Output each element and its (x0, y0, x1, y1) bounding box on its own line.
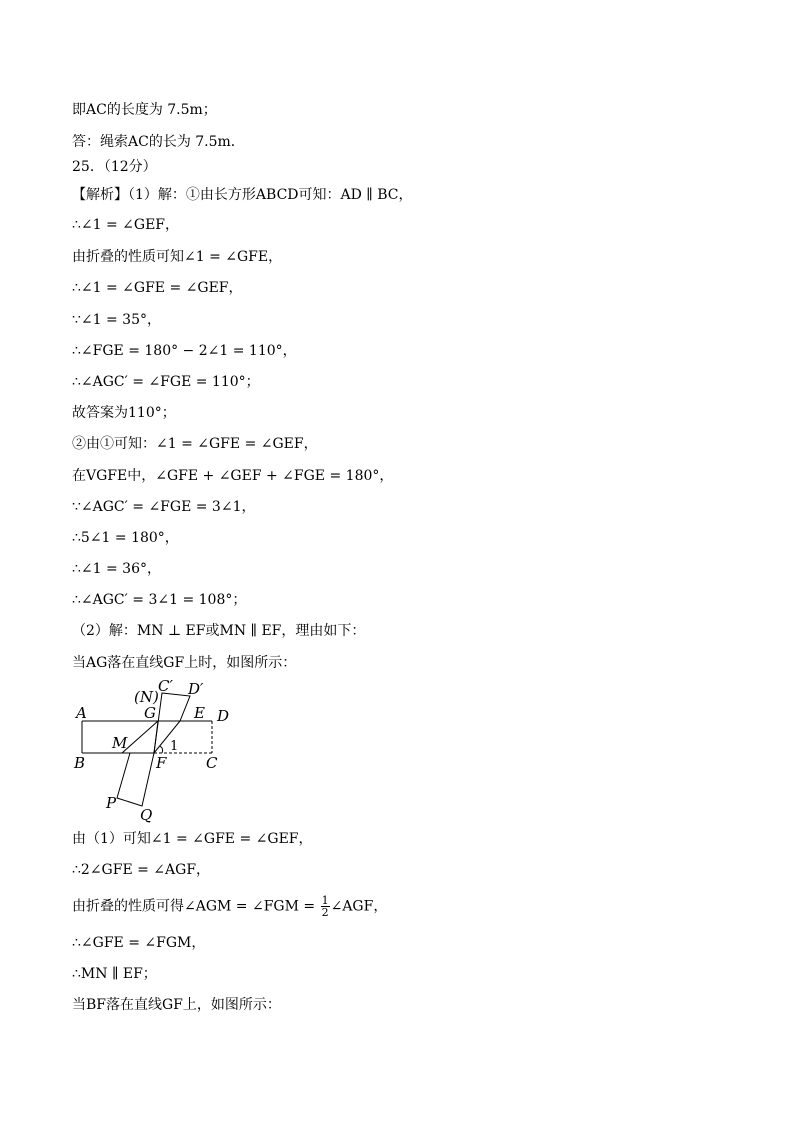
text-line: 25．（12分） (72, 159, 157, 175)
label-m: M (112, 734, 128, 752)
label-c: C (206, 754, 218, 772)
label-a: A (76, 704, 87, 722)
text-line: 即AC的长度为 7.5m； (72, 102, 217, 118)
label-b: B (74, 754, 86, 772)
text-line: ∵∠AGC′ = ∠FGE = 3∠1， (72, 499, 256, 515)
label-e: E (194, 704, 205, 722)
folded-flap-lower (117, 753, 154, 806)
text-line: 当BF落在直线GF上，如图所示： (72, 997, 281, 1013)
text-line: ∴∠1 = 36°， (72, 561, 161, 577)
fraction-one-half (321, 895, 330, 918)
fraction-denominator: 2 (321, 906, 329, 919)
fraction-line-after: ∠AGF， (330, 898, 388, 915)
text-line: 故答案为110°； (72, 405, 176, 421)
text-line: 由（1）可知∠1 = ∠GFE = ∠GEF， (72, 831, 313, 847)
text-line: 由折叠的性质可知∠1 = ∠GFE， (72, 249, 283, 265)
label-angle-1: 1 (170, 739, 179, 754)
label-d: D (217, 707, 230, 725)
text-line: 在VGFE中，∠GFE + ∠GEF + ∠FGE = 180°， (72, 468, 394, 484)
label-c-prime: C′ (158, 677, 173, 695)
segment-mn (122, 721, 158, 753)
text-line: ∴2∠GFE = ∠AGF， (72, 862, 211, 878)
text-line: 当AG落在直线GF上时，如图所示： (72, 655, 297, 671)
angle-1-arc (160, 746, 163, 753)
label-d-prime: D′ (188, 680, 204, 698)
text-line: ∴5∠1 = 180°， (72, 530, 179, 546)
text-line: ∵∠1 = 35°， (72, 312, 161, 328)
text-line: ②由①可知：∠1 = ∠GFE = ∠GEF， (72, 436, 318, 452)
fraction-line-before: 由折叠的性质可得∠AGM = ∠FGM = (72, 898, 320, 915)
label-g: G (144, 704, 156, 722)
text-line: ∴∠FGE = 180° − 2∠1 = 110°， (72, 343, 297, 359)
text-line: 【解析】（1）解：①由长方形ABCD可知：AD ∥ BC， (72, 187, 413, 203)
text-line: ∴∠AGC′ = ∠FGE = 110°； (72, 374, 260, 390)
text-line: ∴MN ∥ EF； (72, 966, 157, 982)
folding-figure (72, 676, 242, 824)
label-f: F (156, 754, 167, 772)
text-line: 答：绳索AC的长为 7.5m． (72, 134, 245, 150)
label-n: (N) (134, 688, 159, 706)
label-p: P (106, 794, 117, 812)
text-line: ∴∠1 = ∠GEF， (72, 217, 180, 233)
text-line: ∴∠GFE = ∠FGM， (72, 935, 206, 951)
fraction-numerator: 1 (321, 894, 329, 907)
text-line: （2）解：MN ⊥ EF或MN ∥ EF，理由如下： (72, 623, 366, 639)
label-q: Q (140, 806, 153, 824)
text-line-fraction (72, 895, 387, 918)
text-line: ∴∠1 = ∠GFE = ∠GEF， (72, 280, 243, 296)
text-line: ∴∠AGC′ = 3∠1 = 108°； (72, 592, 247, 608)
